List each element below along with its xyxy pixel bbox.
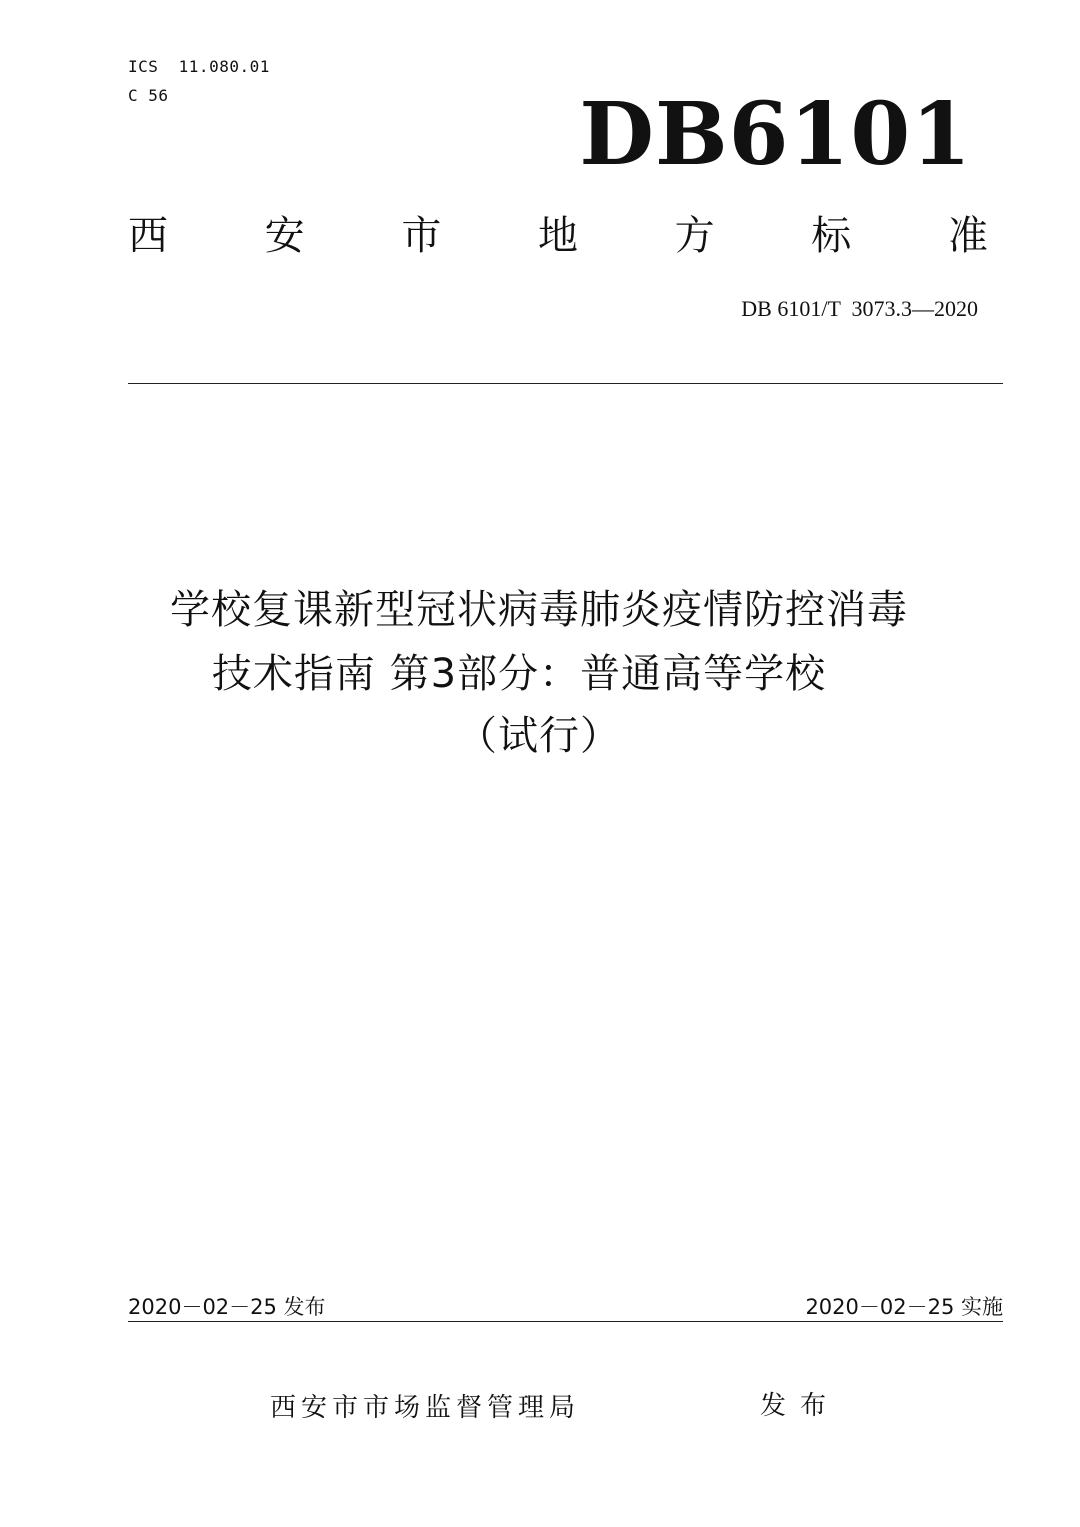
standard-type-char: 准 — [947, 213, 988, 259]
ccs-code: C 56 — [128, 86, 169, 105]
bottom-divider — [128, 1321, 1003, 1322]
implementation-date: 2020－02－25 实施 — [805, 1295, 1003, 1319]
standard-type-char: 西 — [128, 213, 168, 259]
standard-number: DB 6101/T 3073.3—2020 — [741, 296, 978, 321]
issuing-authority: 西安市市场监督管理局 — [270, 1393, 581, 1423]
title-line-2: 技术指南 第3部分：普通高等学校 — [211, 651, 827, 697]
issue-action-label: 发布 — [760, 1391, 841, 1421]
standard-type-char: 安 — [264, 213, 305, 259]
standard-type-char: 标 — [811, 213, 852, 259]
standard-code-logo: DB6101 — [579, 84, 972, 185]
standard-type-char: 方 — [674, 213, 715, 259]
top-divider — [128, 383, 1003, 384]
ics-code: ICS 11.080.01 — [128, 57, 270, 76]
issue-date: 2020－02－25 发布 — [128, 1295, 326, 1319]
title-line-3: （试行） — [457, 713, 621, 759]
title-line-1: 学校复课新型冠状病毒肺炎疫情防控消毒 — [170, 587, 908, 633]
standard-type-char: 地 — [537, 213, 578, 259]
standard-type-heading — [128, 208, 988, 264]
standard-type-char: 市 — [401, 213, 442, 259]
